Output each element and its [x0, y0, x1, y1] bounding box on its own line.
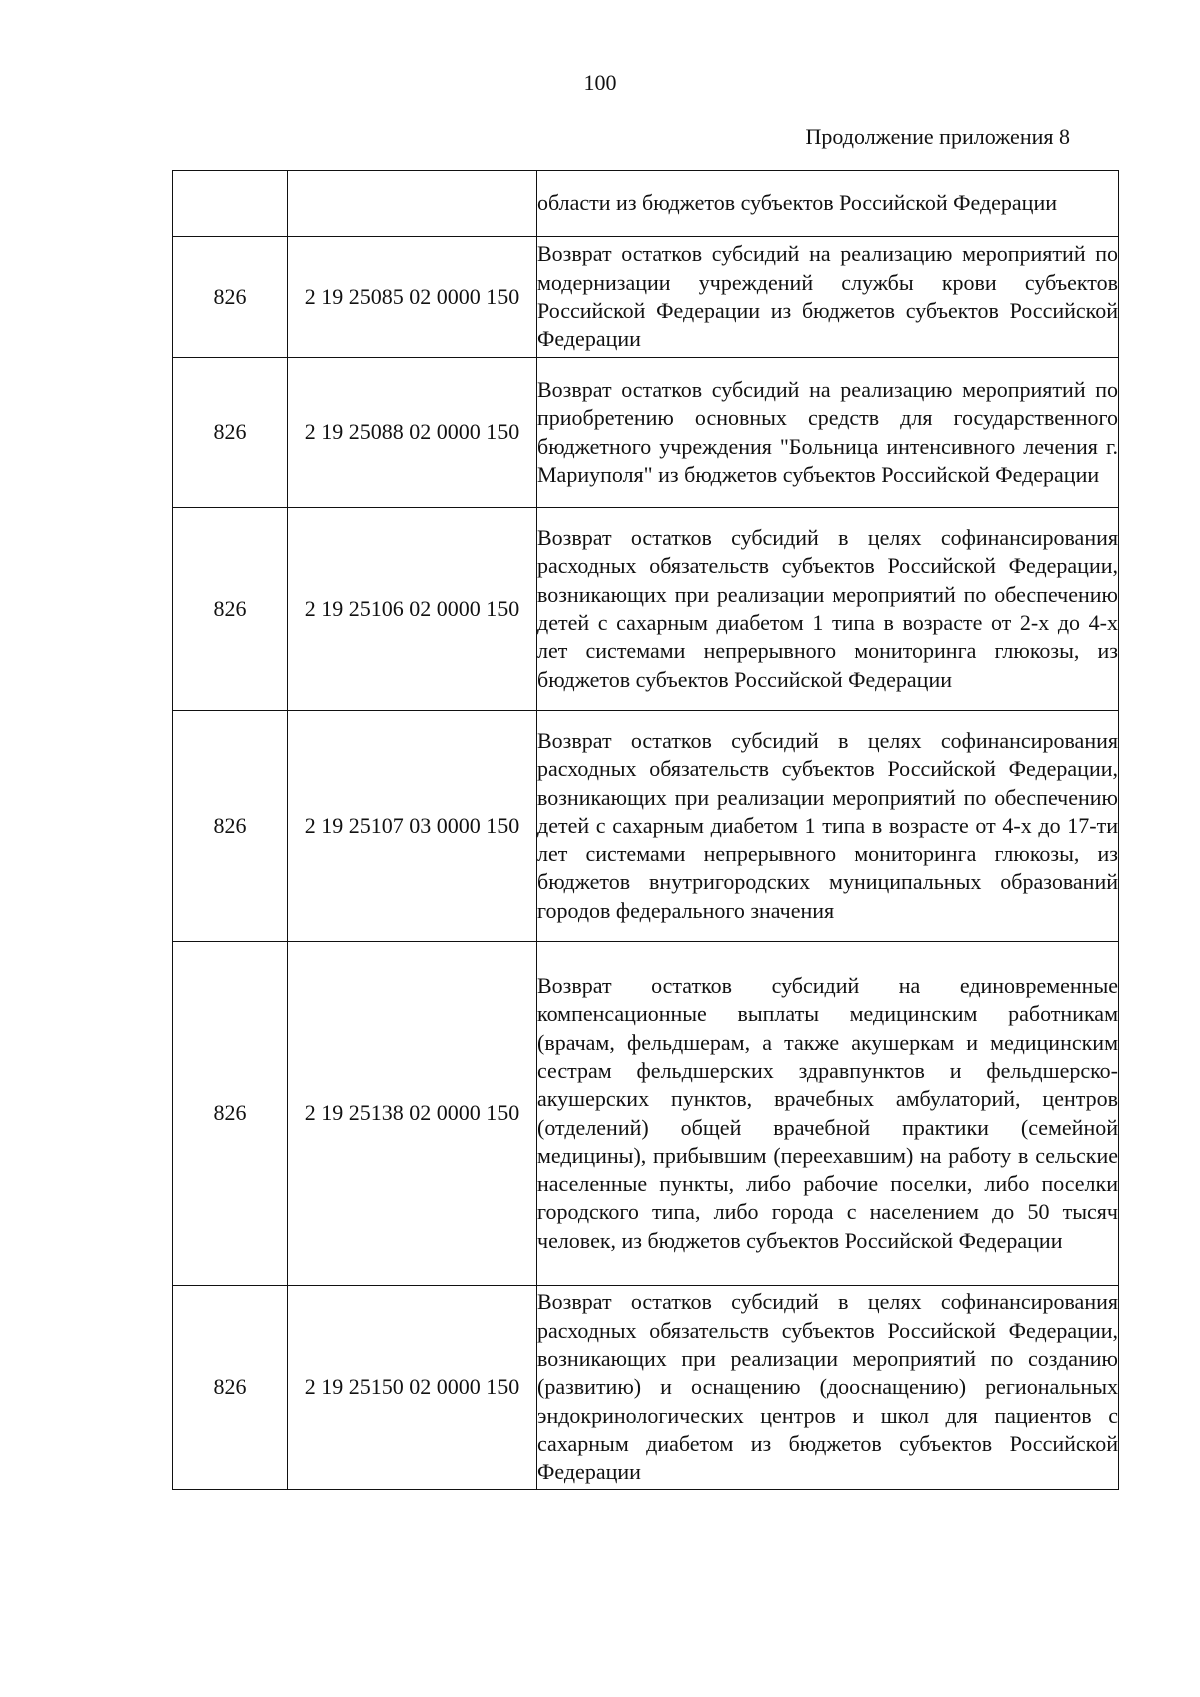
description-cell: Возврат остатков субсидий на единовременные компенсационные выплаты медицинским работникам (врачам, фельдшерам, а также акушеркам и медицинским сестрам фельдшерских здравпунктов и фельдшерско-акушерских пунктов, врачебных амбулаторий, центров (отделений) общей врачебной практики (семейной медицины), прибывшим (переехавшим) на работу в сельские населенные пункты, либо рабочие поселки, либо поселки городского типа, либо города с населением до 50 тысяч человек, из бюджетов субъектов Российской Федерации	[537, 942, 1119, 1286]
budget-code-cell: 2 19 25138 02 0000 150	[288, 942, 537, 1286]
table-row	[173, 711, 1119, 942]
description-cell: Возврат остатков субсидий на реализацию мероприятий по приобретению основных средств для государственного бюджетного учреждения "Больница интенсивного лечения г. Мариуполя" из бюджетов субъектов Российской Федерации	[537, 358, 1119, 508]
budget-code-cell: 2 19 25150 02 0000 150	[288, 1286, 537, 1490]
admin-code-cell: 826	[173, 711, 288, 942]
budget-code-cell	[288, 171, 537, 237]
description-cell: области из бюджетов субъектов Российской Федерации	[537, 171, 1119, 237]
description-cell: Возврат остатков субсидий в целях софинансирования расходных обязательств субъектов Российской Федерации, возникающих при реализации мероприятий по созданию (развитию) и оснащению (дооснащению) региональных эндокринологических центров и школ для пациентов с сахарным диабетом из бюджетов субъектов Российской Федерации	[537, 1286, 1119, 1490]
table-row	[173, 942, 1119, 1286]
admin-code-cell	[173, 171, 288, 237]
table-row	[173, 1286, 1119, 1490]
table-row	[173, 358, 1119, 508]
table-row	[173, 508, 1119, 711]
admin-code-cell: 826	[173, 358, 288, 508]
table-row	[173, 237, 1119, 358]
description-cell: Возврат остатков субсидий в целях софинансирования расходных обязательств субъектов Российской Федерации, возникающих при реализации мероприятий по обеспечению детей с сахарным диабетом 1 типа в возрасте от 2-х до 4-х лет системами непрерывного мониторинга глюкозы, из бюджетов субъектов Российской Федерации	[537, 508, 1119, 711]
description-cell: Возврат остатков субсидий на реализацию мероприятий по модернизации учреждений службы крови субъектов Российской Федерации из бюджетов субъектов Российской Федерации	[537, 237, 1119, 358]
budget-codes-table	[172, 170, 1119, 1490]
appendix-continuation-label: Продолжение приложения 8	[805, 124, 1070, 149]
page-number: 100	[583, 70, 617, 95]
table-row	[173, 171, 1119, 237]
budget-code-cell: 2 19 25085 02 0000 150	[288, 237, 537, 358]
budget-code-cell: 2 19 25088 02 0000 150	[288, 358, 537, 508]
description-cell: Возврат остатков субсидий в целях софинансирования расходных обязательств субъектов Российской Федерации, возникающих при реализации мероприятий по обеспечению детей с сахарным диабетом 1 типа в возрасте от 4-х до 17-ти лет системами непрерывного мониторинга глюкозы, из бюджетов внутригородских муниципальных образований городов федерального значения	[537, 711, 1119, 942]
admin-code-cell: 826	[173, 1286, 288, 1490]
budget-code-cell: 2 19 25107 03 0000 150	[288, 711, 537, 942]
admin-code-cell: 826	[173, 237, 288, 358]
admin-code-cell: 826	[173, 508, 288, 711]
budget-code-cell: 2 19 25106 02 0000 150	[288, 508, 537, 711]
admin-code-cell: 826	[173, 942, 288, 1286]
